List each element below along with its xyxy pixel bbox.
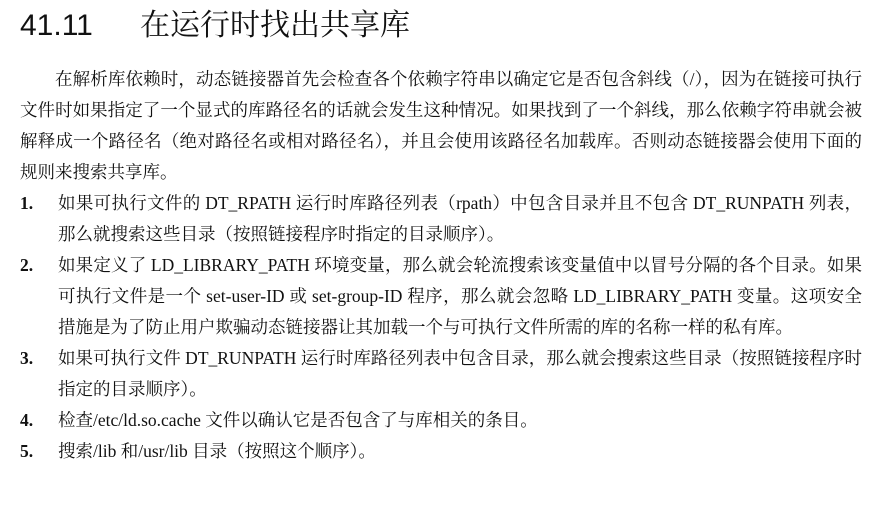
section-number: 41.11 [20,9,93,42]
section-title: 在运行时找出共享库 [140,9,410,42]
list-item [20,405,862,436]
list-marker: 2. [20,255,34,275]
intro-paragraph: 在解析库依赖时，动态链接器首先会检查各个依赖字符串以确定它是否包含斜线（/），因为在链接可执行文件时如果指定了一个显式的库路径名的话就会发生这种情况。如果找到了一个斜线，那么依赖字符串就会被解释成一个路径名（绝对路径名或相对路径名），并且会使用该路径名加载库。否则动态链接器会使用下面的规则来搜索共享库。 [20,69,862,182]
list-item-text: 搜索/lib 和/usr/lib 目录（按照这个顺序）。 [58,441,376,461]
search-rules-list [20,188,862,467]
list-item-text: 检查/etc/ld.so.cache 文件以确认它是否包含了与库相关的条目。 [58,410,538,430]
list-item [20,343,862,405]
section-heading [20,6,410,46]
list-marker: 1. [20,193,34,213]
list-item-text: 如果可执行文件的 DT_RPATH 运行时库路径列表（rpath）中包含目录并且不包含 DT_RUNPATH 列表，那么就搜索这些目录（按照链接程序时指定的目录顺序）。 [58,193,862,244]
list-item [20,250,862,343]
list-item-text: 如果可执行文件 DT_RUNPATH 运行时库路径列表中包含目录，那么就会搜索这些目录（按照链接程序时指定的目录顺序）。 [58,348,862,399]
list-item [20,188,862,250]
list-item [20,436,862,467]
list-marker: 4. [20,410,34,430]
list-marker: 5. [20,441,34,461]
list-marker: 3. [20,348,34,368]
list-item-text: 如果定义了 LD_LIBRARY_PATH 环境变量，那么就会轮流搜索该变量值中以冒号分隔的各个目录。如果可执行文件是一个 set-user-ID 或 set-group-ID 程序，那么就会忽略 LD_LIBRARY_PATH 变量。这项安全措施是为了防止用户欺骗动态链接器让其加载一个与可执行文件所需的库的名称一样的私有库。 [58,255,862,337]
